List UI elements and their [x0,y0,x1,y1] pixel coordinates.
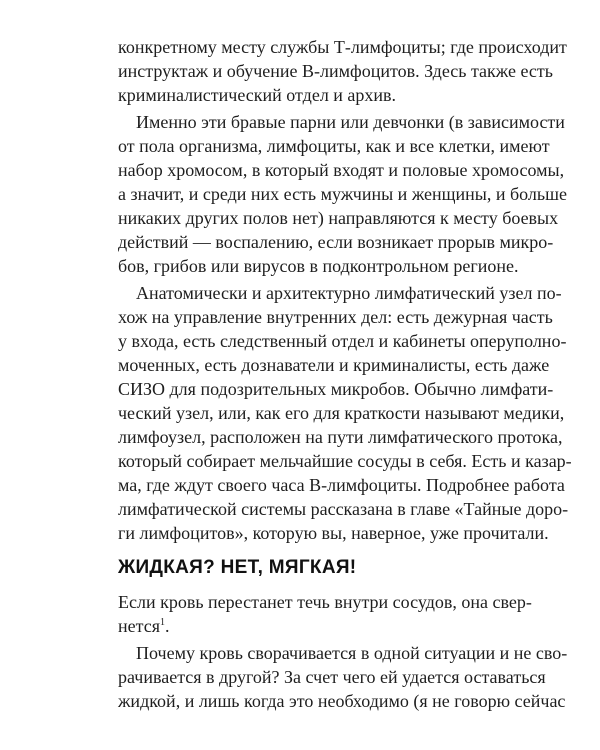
paragraph-3-line: ма, где ждут своего часа В-лимфоциты. Подробнее работа [118,475,565,495]
paragraph-2-line: а значит, и среди них есть мужчины и женщины, и больше [118,184,567,204]
paragraph-3-line: Анатомически и архитектурно лимфатический узел по- [136,283,562,303]
section-heading: ЖИДКАЯ? НЕТ, МЯГКАЯ! [118,557,357,578]
paragraph-3-line: который собирает мельчайшие сосуды в себя. Есть и казар- [118,451,572,471]
paragraph-3-line: ческий узел, или, как его для краткости называют медики, [118,403,565,423]
paragraph-2-line: никаких других полов нет) направляются к месту боевых [118,208,559,228]
paragraph-2-line: действий — воспалению, если возникает прорыв микро- [118,232,554,252]
paragraph-1-line: инструктаж и обучение В-лимфоцитов. Здесь также есть [118,61,553,81]
paragraph-2-line: от пола организма, лимфоциты, как и все клетки, имеют [118,136,550,156]
paragraph-3-line: СИЗО для подозрительных микробов. Обычно лимфати- [118,379,554,399]
paragraph-4-line: Если кровь перестанет течь внутри сосудов, она свер- [118,592,532,612]
paragraph-5-line: жидкой, и лишь когда это необходимо (я не говорю сейчас [118,691,566,711]
paragraph-3-line: ги лимфоцитов», которую вы, наверное, уже прочитали. [118,523,549,543]
paragraph-4-text: нется [118,616,160,636]
paragraph-5-line: Почему кровь сворачивается в одной ситуации и не сво- [136,643,568,663]
paragraph-4-line [118,614,169,638]
paragraph-3-line: лимфоузел, расположен на пути лимфатического протока, [118,427,563,447]
paragraph-3-line: хож на управление внутренних дел: есть дежурная часть [118,307,553,327]
paragraph-1-line: конкретному месту службы Т-лимфоциты; где происходит [118,37,567,57]
paragraph-1-line: криминалистический отдел и архив. [118,85,397,105]
paragraph-2-line: набор хромосом, в который входят и половые хромосомы, [118,160,565,180]
paragraph-3-line: у входа, есть следственный отдел и кабинеты оперуполно- [118,331,567,351]
paragraph-2-line: бов, грибов или вирусов в подконтрольном регионе. [118,256,519,276]
paragraph-3-line: лимфатической системы рассказана в главе «Тайные доро- [118,499,569,519]
paragraph-5-line: рачивается в другой? За счет чего ей удается оставаться [118,667,546,687]
paragraph-4-period: . [164,616,170,636]
paragraph-2-line: Именно эти бравые парни или девчонки (в зависимости [136,112,565,132]
footnote-reference[interactable]: 1 [159,617,165,628]
paragraph-3-line: моченных, есть дознаватели и криминалисты, есть даже [118,355,550,375]
